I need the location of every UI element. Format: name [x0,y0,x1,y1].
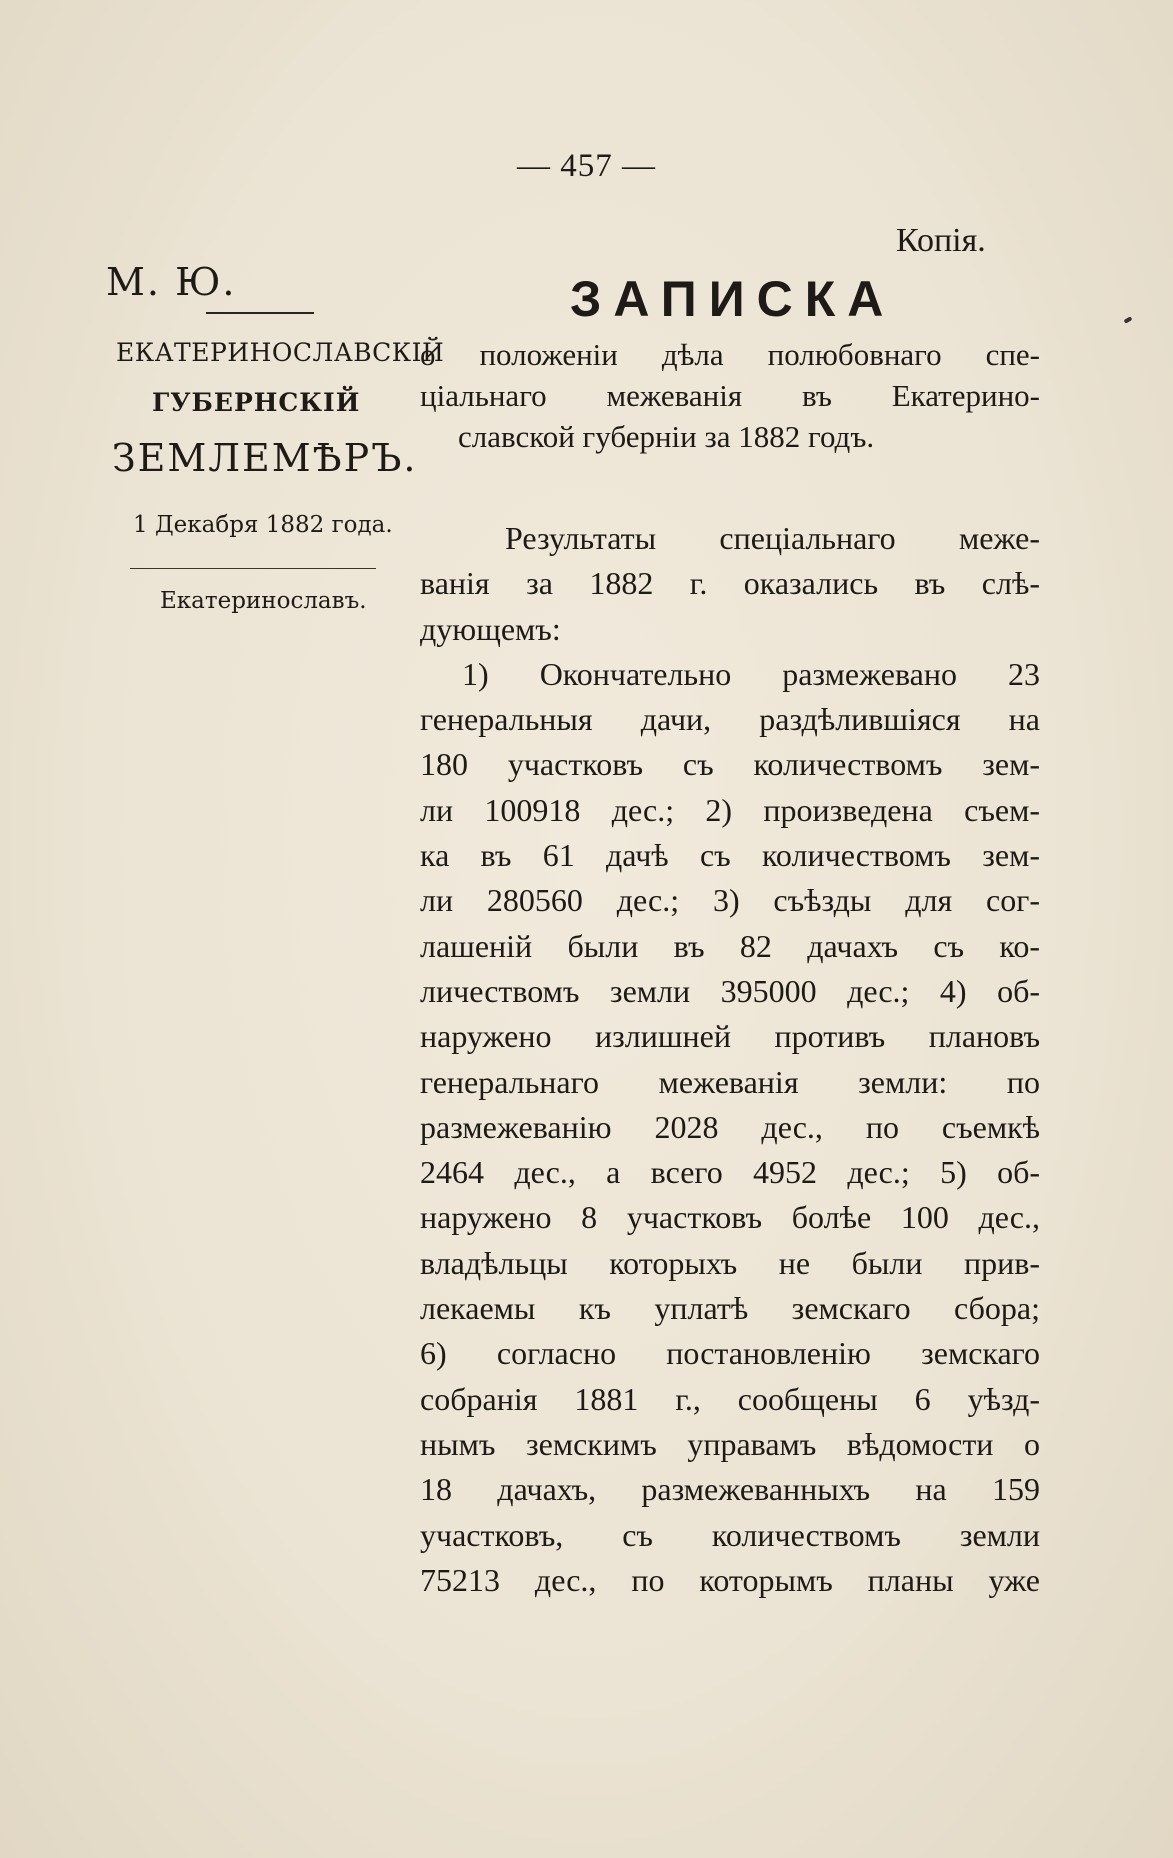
page-number: — 457 — [517,148,656,184]
body-line: лашеній были въ 82 дачахъ съ ко- [420,927,1040,964]
subtitle-line: о положеніи дѣла полюбовнаго спе- [420,337,1040,372]
sender-org-line-3: ЗЕМЛЕМѢРЪ. [112,436,418,480]
body-line: Результаты спеціальнаго меже- [505,520,1040,556]
body-text [420,516,1040,1603]
ministry-abbreviation: М. Ю. [106,260,237,304]
date-rule [130,568,376,569]
document-title: ЗАПИСКА [570,271,896,327]
body-line: ка въ 61 дачѣ съ количествомъ зем- [420,837,1040,874]
sender-org-line-1: ЕКАТЕРИНОСЛАВСКІЙ [116,338,445,367]
body-line: наружено 8 участковъ болѣе 100 дес., [420,1199,1040,1236]
body-line: 2464 дес., а всего 4952 дес.; 5) об- [420,1154,1040,1191]
body-line: наружено излишней противъ плановъ [420,1018,1040,1055]
document-subtitle [420,334,1040,457]
short-rule [206,312,314,314]
body-line: участковъ, съ количествомъ земли [420,1516,1040,1553]
body-line: дующемъ: [420,610,561,647]
body-line: лекаемы къ уплатѣ земскаго сбора; [420,1290,1040,1327]
body-line: 6) согласно постановленію земскаго [420,1335,1040,1372]
body-line: генеральнаго межеванія земли: по [420,1063,1040,1100]
document-city: Екатеринославъ. [160,588,367,614]
body-line: ли 100918 дес.; 2) произведена съем- [420,791,1040,828]
body-line: размежеванію 2028 дес., по съемкѣ [420,1108,1040,1145]
body-line: 18 дачахъ, размежеванныхъ на 159 [420,1471,1040,1508]
body-line: 180 участковъ съ количествомъ зем- [420,746,1040,783]
body-line: нымъ земскимъ управамъ вѣдомости о [420,1425,1040,1462]
subtitle-line: ціальнаго межеванія въ Екатерино- [420,378,1040,413]
body-line: 75213 дес., по которымъ планы уже [420,1561,1040,1598]
document-date: 1 Декабря 1882 года. [133,512,393,538]
body-line: ли 280560 дес.; 3) съѣзды для сог- [420,882,1040,919]
copy-label: Копія. [896,222,986,259]
subtitle-line: славской губерніи за 1882 годъ. [458,419,875,454]
body-line: личествомъ земли 395000 дес.; 4) об- [420,972,1040,1009]
body-line: ванія за 1882 г. оказались въ слѣ- [420,565,1040,602]
sender-org-line-2: ГУБЕРНСКІЙ [152,388,361,417]
body-line: владѣльцы которыхъ не были прив- [420,1244,1040,1281]
ink-mark [1124,316,1133,323]
body-line: генеральныя дачи, раздѣлившіяся на [420,701,1040,738]
body-line: 1) Окончательно размежевано 23 [462,655,1040,692]
body-line: собранія 1881 г., сообщены 6 уѣзд- [420,1380,1040,1417]
